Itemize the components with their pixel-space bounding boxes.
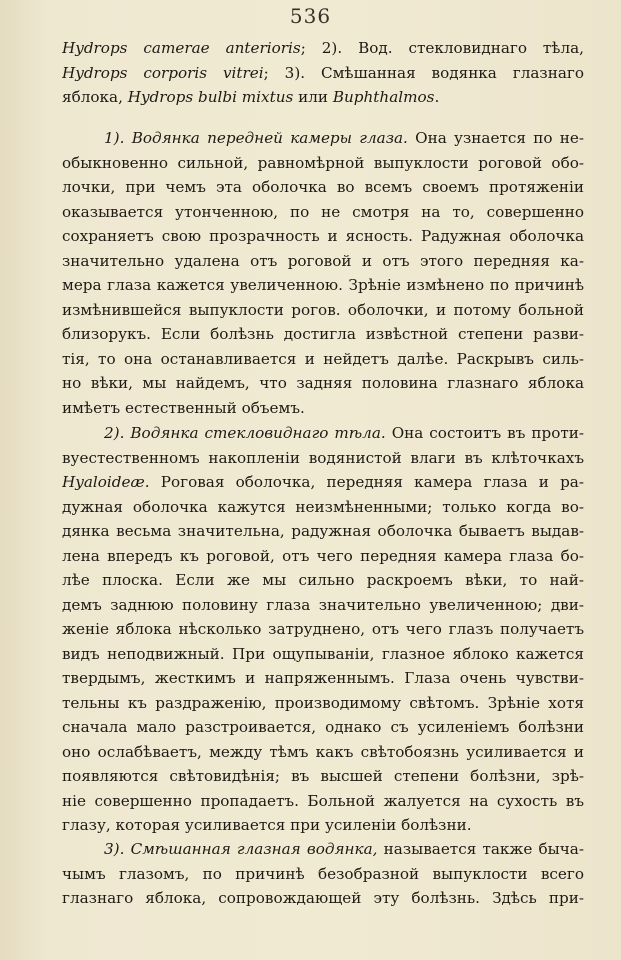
page-number: 536 — [289, 4, 332, 28]
paragraph-line: сохраняетъ свою прозрачность и ясность. Радужная оболочка — [62, 227, 584, 245]
paragraph-line: лена впередъ къ роговой, отъ чего передняя камера глаза бо- — [62, 546, 584, 565]
intro-line: Hydrops camerae anterioris; 2). Вод. стекловиднаго тѣла, — [62, 39, 584, 57]
paragraph-heading: 3). Смѣшанная глазная водянка, — [104, 840, 378, 858]
paragraph-line: оказывается утонченною, по не смотря на то, совершенно — [62, 202, 584, 221]
paragraph-line: дянка весьма значительна, радужная оболочка бываетъ выдав- — [62, 522, 584, 540]
paragraph-line: тельны къ раздраженію, производимому свѣтомъ. Зрѣніе хотя — [62, 693, 584, 712]
paragraph-line: сначала мало разстроивается, однако съ усиленіемъ болѣзни — [62, 718, 584, 736]
paragraph-lines — [62, 862, 584, 911]
paragraph-2 — [62, 421, 584, 838]
paragraph-lines — [62, 495, 584, 838]
paragraph-line: вуестественномъ накопленіи водянистой влаги въ клѣточкахъ — [62, 448, 584, 467]
paragraph-line: чымъ глазомъ, по причинѣ безобразной выпуклости всего — [62, 864, 584, 883]
paragraph-line: ніе совершенно пропадаетъ. Больной жалуется на сухость въ — [62, 791, 584, 810]
paragraph-line: видъ неподвижный. При ощупываніи, глазное яблоко кажется — [62, 644, 584, 663]
paragraph-line: оно ослабѣваетъ, между тѣмъ какъ свѣтобоязнь усиливается и — [62, 742, 584, 761]
paragraph-line: мера глаза кажется увеличенною. Зрѣніе измѣнено по причинѣ — [62, 276, 584, 294]
paragraph-line: появляются свѣтовидѣнія; въ высшей степени болѣзни, зрѣ- — [62, 767, 584, 785]
paragraph-1 — [62, 126, 584, 420]
paragraph-line: измѣнившейся выпуклости рогов. оболочки, и потому больной — [62, 300, 584, 319]
paragraph-3 — [62, 837, 584, 911]
paragraph-line: демъ заднюю половину глаза значительно увеличенною; дви- — [62, 595, 584, 614]
paragraph-line: лочки, при чемъ эта оболочка во всемъ своемъ протяженіи — [62, 178, 584, 196]
paragraph-line: имѣетъ естественный объемъ. — [62, 398, 305, 417]
paragraph-line: дужная оболочка кажутся неизмѣненными; только когда во- — [62, 497, 584, 516]
paragraph-line — [62, 470, 584, 495]
latin-term: Hyaloideæ. — [62, 473, 150, 491]
paragraph-line: значительно удалена отъ роговой и отъ этого передняя ка- — [62, 251, 584, 270]
paragraph-text: Роговая оболочка, передняя камера глаза и ра- — [149, 473, 584, 491]
intro-block — [62, 36, 584, 110]
paragraph-line: но вѣки, мы найдемъ, что задняя половина глазнаго яблока — [62, 374, 584, 392]
paragraph-line: близорукъ. Если болѣзнь достигла извѣстной степени разви- — [62, 325, 584, 343]
paragraph-line: женіе яблока нѣсколько затруднено, отъ чего глазъ получаетъ — [62, 620, 584, 638]
paragraph-heading: 2). Водянка стекловиднаго тѣла. — [104, 424, 386, 442]
paragraph-heading: 1). Водянка передней камеры глаза. — [104, 129, 408, 147]
intro-line: яблока, Hydrops bulbi mixtus или Buphthalmos. — [62, 88, 440, 106]
paragraph-line: твердымъ, жесткимъ и напряженнымъ. Глаза очень чувстви- — [62, 669, 584, 687]
paragraph-text: называется также быча- — [377, 840, 584, 858]
paragraph-first-line — [62, 421, 584, 446]
paragraph-text: Она узнается по не- — [407, 129, 584, 147]
paragraph-first-line — [62, 126, 584, 151]
paragraph-line: глазнаго яблока, сопровождающей эту болѣзнь. Здѣсь при- — [62, 889, 584, 907]
paragraph-text: Она состоитъ въ проти- — [385, 424, 584, 442]
paragraph-line: лѣе плоска. Если же мы сильно раскроемъ вѣки, то най- — [62, 571, 584, 589]
paragraph-first-line — [62, 837, 584, 862]
paragraph-line: тія, то она останавливается и нейдетъ далѣе. Раскрывъ силь- — [62, 349, 584, 368]
paragraph-line: обыкновенно сильной, равномѣрной выпуклости роговой обо- — [62, 153, 584, 172]
paragraph-line: глазу, которая усиливается при усиленіи болѣзни. — [62, 816, 472, 834]
intro-line: Hydrops corporis vitrei; 3). Смѣшанная водянка глазнаго — [62, 63, 584, 82]
paragraph-lines — [62, 151, 584, 421]
